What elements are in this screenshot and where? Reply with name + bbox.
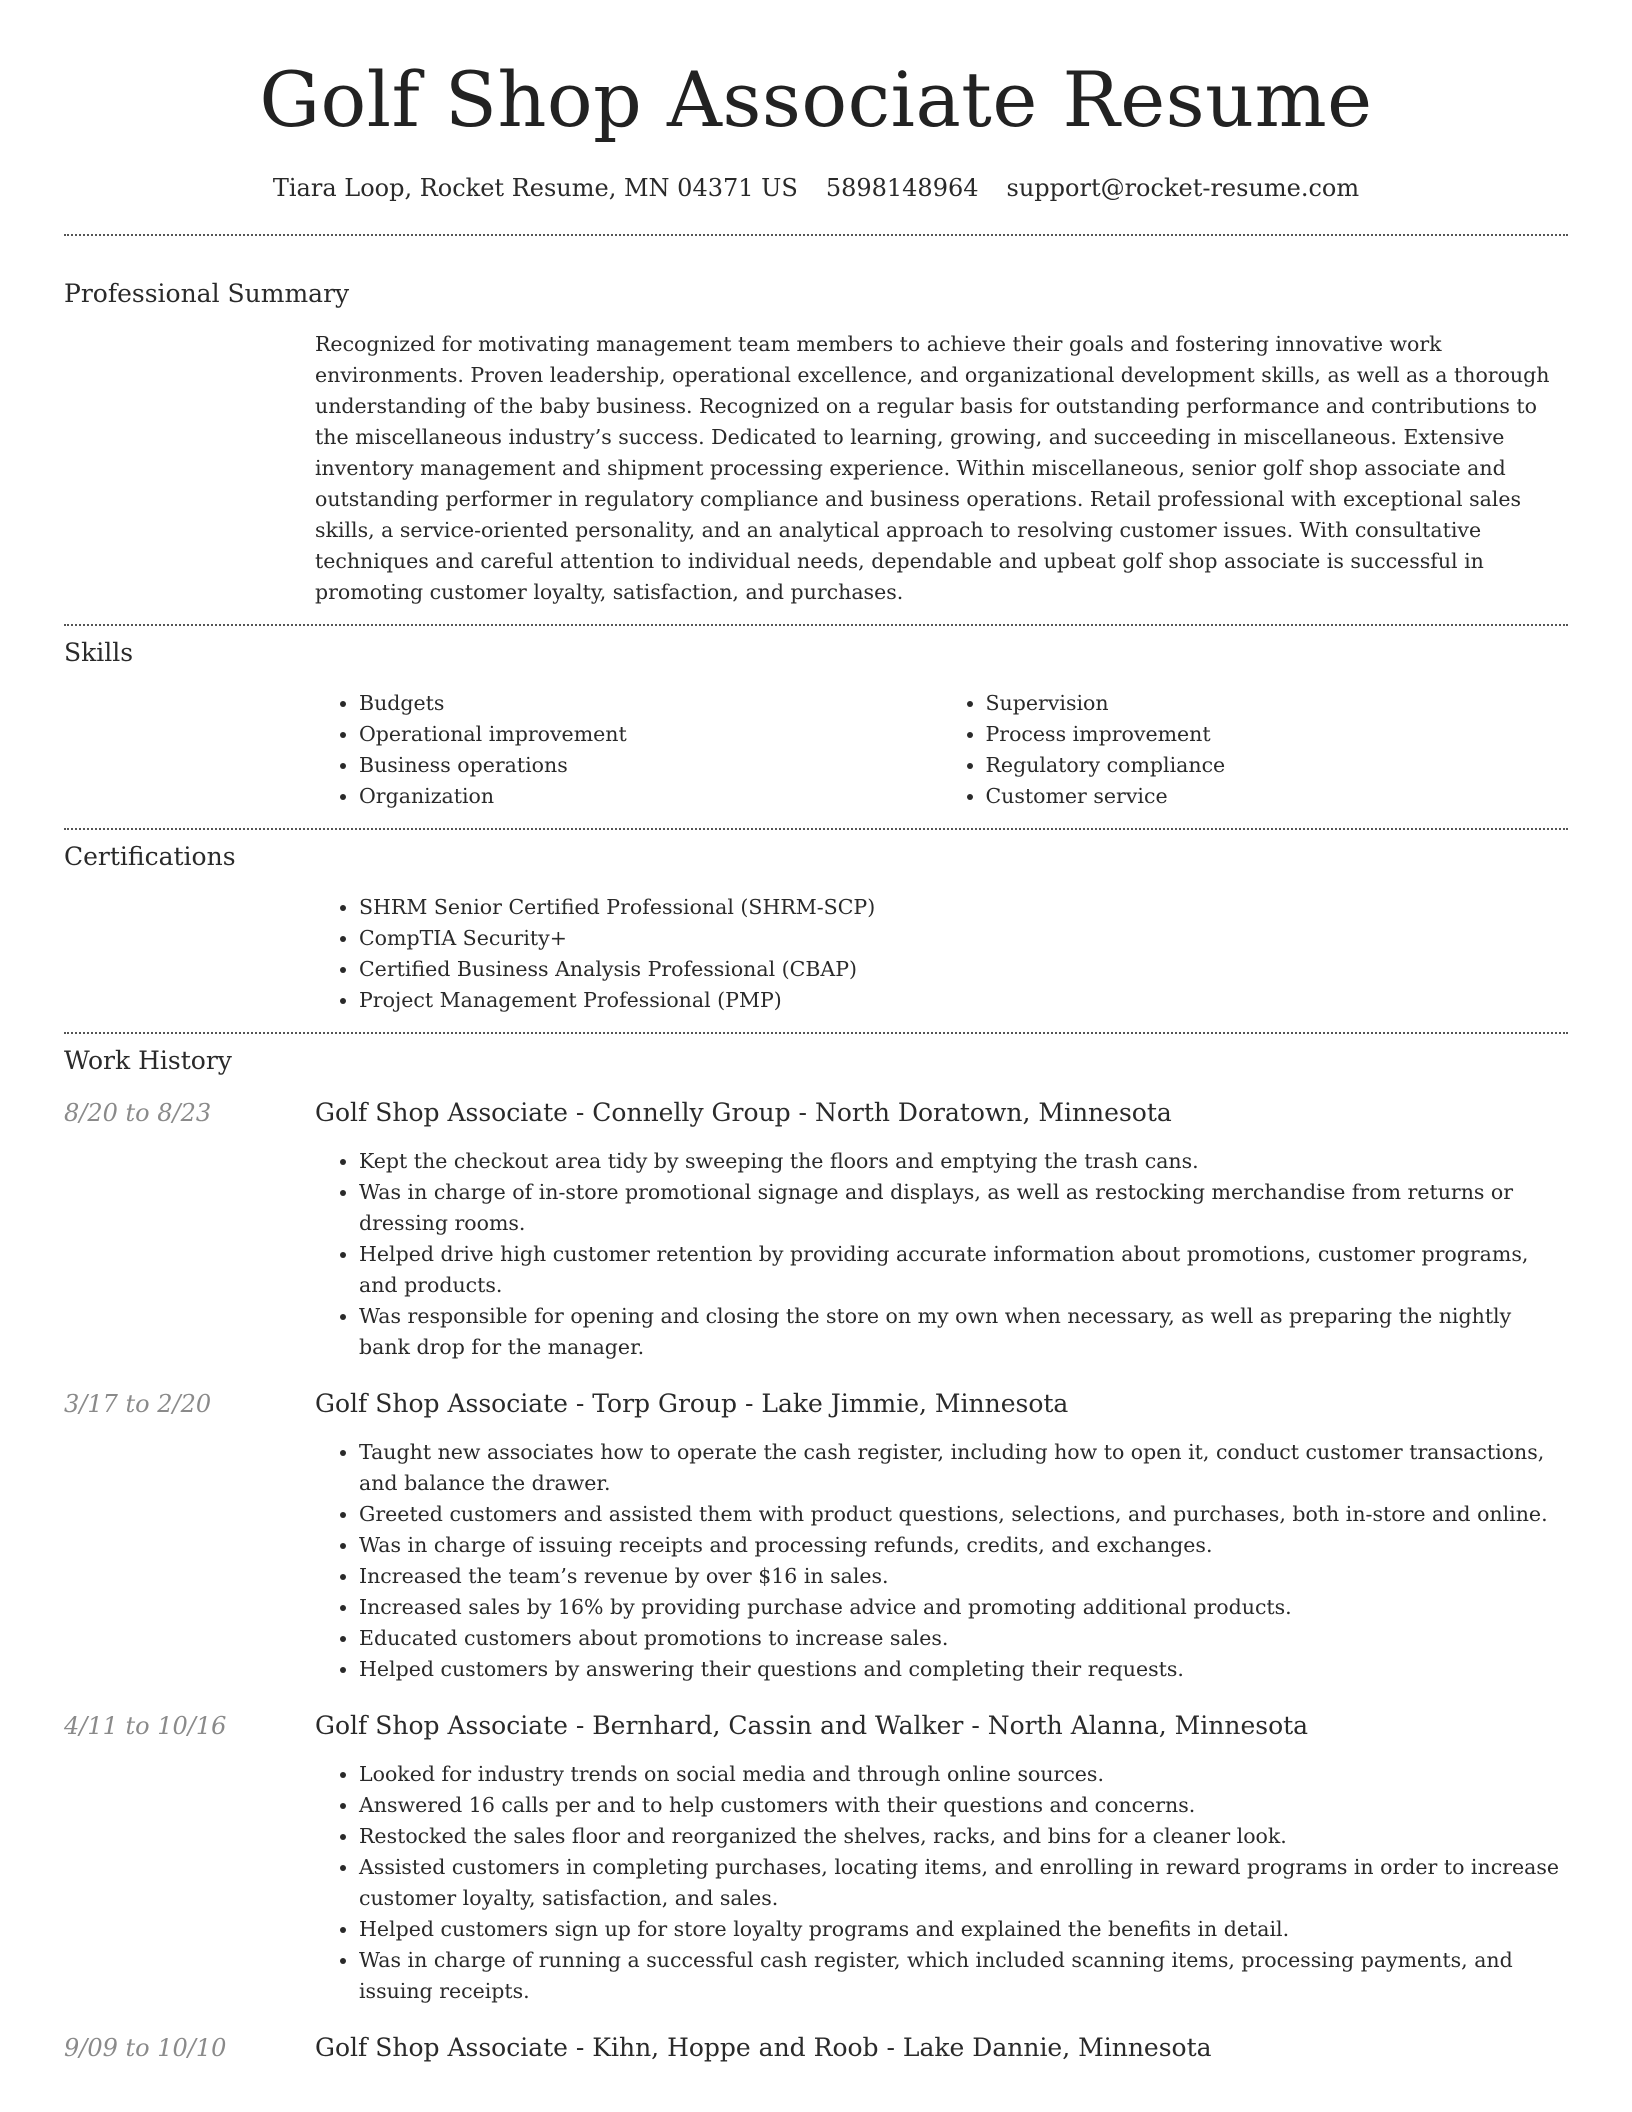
list-item: • Project Management Professional (PMP) <box>359 985 1568 1016</box>
list-item: • Was in charge of in-store promotional signage and displays, as well as restocking merchandise from returns or dressing rooms. <box>359 1177 1568 1239</box>
list-item: • Supervision <box>986 688 1569 719</box>
skills-column-left <box>315 688 942 812</box>
work-history-section <box>64 1044 1568 2071</box>
list-item: • Greeted customers and assisted them with product questions, selections, and purchases, both in-store and online. <box>359 1499 1568 1530</box>
skills-list <box>315 688 1568 812</box>
list-item: • Budgets <box>359 688 942 719</box>
header-divider <box>64 234 1568 236</box>
job-dates: 8/20 to 8/23 <box>64 1099 212 1127</box>
certifications-divider <box>64 1032 1568 1034</box>
resume-page <box>64 0 1568 2071</box>
contact-email: support@rocket-resume.com <box>1006 174 1360 202</box>
list-item: • Kept the checkout area tidy by sweeping the floors and emptying the trash cans. <box>359 1146 1568 1177</box>
contact-address: Tiara Loop, Rocket Resume, MN 04371 US <box>272 174 798 202</box>
list-item: • Helped drive high customer retention by providing accurate information about promotions, customer programs, and products. <box>359 1239 1568 1301</box>
list-item: • Was in charge of issuing receipts and processing refunds, credits, and exchanges. <box>359 1530 1568 1561</box>
summary-divider <box>64 624 1568 626</box>
list-item: • Increased sales by 16% by providing purchase advice and promoting additional products. <box>359 1592 1568 1623</box>
work-history-heading: Work History <box>64 1046 232 1075</box>
list-item: • Taught new associates how to operate the cash register, including how to open it, conduct customer transactions, and balance the drawer. <box>359 1437 1568 1499</box>
job-title: Golf Shop Associate - Torp Group - Lake Jimmie, Minnesota <box>315 1389 1069 1418</box>
job-bullets <box>315 1759 1568 2007</box>
list-item: • Customer service <box>986 781 1569 812</box>
list-item: • Restocked the sales floor and reorganized the shelves, racks, and bins for a cleaner look. <box>359 1821 1568 1852</box>
list-item: • Helped customers by answering their questions and completing their requests. <box>359 1654 1568 1685</box>
list-item: • Was responsible for opening and closing the store on my own when necessary, as well as preparing the nightly bank drop for the manager. <box>359 1301 1568 1363</box>
certifications-list <box>315 892 1568 1016</box>
job-title: Golf Shop Associate - Kihn, Hoppe and Roob - Lake Dannie, Minnesota <box>315 2033 1212 2062</box>
list-item: • Certified Business Analysis Professional (CBAP) <box>359 954 1568 985</box>
job-dates: 4/11 to 10/16 <box>64 1712 227 1740</box>
job-title: Golf Shop Associate - Bernhard, Cassin and Walker - North Alanna, Minnesota <box>315 1711 1309 1740</box>
list-item: • Process improvement <box>986 719 1569 750</box>
summary-text: Recognized for motivating management team members to achieve their goals and fostering innovative work environments. Proven leadership, operational excellence, and organizational development skills, as well as a thorough understanding of the baby business. Recognized on a regular basis for outstanding performance and contributions to the miscellaneous industry’s success. Dedicated to learning, growing, and succeeding in miscellaneous. Extensive inventory management and shipment processing experience. Within miscellaneous, senior golf shop associate and outstanding performer in regulatory compliance and business operations. Retail professional with exceptional sales skills, a service-oriented personality, and an analytical approach to resolving customer issues. With consultative techniques and careful attention to individual needs, dependable and upbeat golf shop associate is successful in promoting customer loyalty, satisfaction, and purchases. <box>315 332 1550 604</box>
skills-column-right <box>942 688 1569 812</box>
job-title: Golf Shop Associate - Connelly Group - North Doratown, Minnesota <box>315 1098 1172 1127</box>
skills-divider <box>64 828 1568 830</box>
job-entry <box>64 1389 1568 1685</box>
job-bullets <box>315 1437 1568 1685</box>
job-entry <box>64 1098 1568 1363</box>
job-dates: 9/09 to 10/10 <box>64 2034 227 2062</box>
contact-line <box>64 172 1568 204</box>
list-item: • Helped customers sign up for store loyalty programs and explained the benefits in detail. <box>359 1914 1568 1945</box>
list-item: • Was in charge of running a successful cash register, which included scanning items, processing payments, and issuing receipts. <box>359 1945 1568 2007</box>
certifications-section <box>64 840 1568 1016</box>
job-bullets <box>315 1146 1568 1363</box>
job-dates: 3/17 to 2/20 <box>64 1390 212 1418</box>
job-entry <box>64 2033 1568 2071</box>
list-item: • CompTIA Security+ <box>359 923 1568 954</box>
page-title: Golf Shop Associate Resume <box>259 55 1373 144</box>
list-item: • Educated customers about promotions to increase sales. <box>359 1623 1568 1654</box>
summary-section <box>64 277 1568 608</box>
list-item: • Answered 16 calls per and to help customers with their questions and concerns. <box>359 1790 1568 1821</box>
certifications-heading: Certifications <box>64 842 236 871</box>
list-item: • SHRM Senior Certified Professional (SHRM-SCP) <box>359 892 1568 923</box>
skills-heading: Skills <box>64 638 134 667</box>
list-item: • Organization <box>359 781 942 812</box>
skills-section <box>64 636 1568 812</box>
summary-body <box>315 329 1568 608</box>
summary-heading: Professional Summary <box>64 279 350 308</box>
list-item: • Increased the team’s revenue by over $16 in sales. <box>359 1561 1568 1592</box>
list-item: • Assisted customers in completing purchases, locating items, and enrolling in reward programs in order to increase customer loyalty, satisfaction, and sales. <box>359 1852 1568 1914</box>
list-item: • Looked for industry trends on social media and through online sources. <box>359 1759 1568 1790</box>
job-entry <box>64 1711 1568 2007</box>
contact-phone: 5898148964 <box>825 174 979 202</box>
list-item: • Regulatory compliance <box>986 750 1569 781</box>
list-item: • Business operations <box>359 750 942 781</box>
list-item: • Operational improvement <box>359 719 942 750</box>
